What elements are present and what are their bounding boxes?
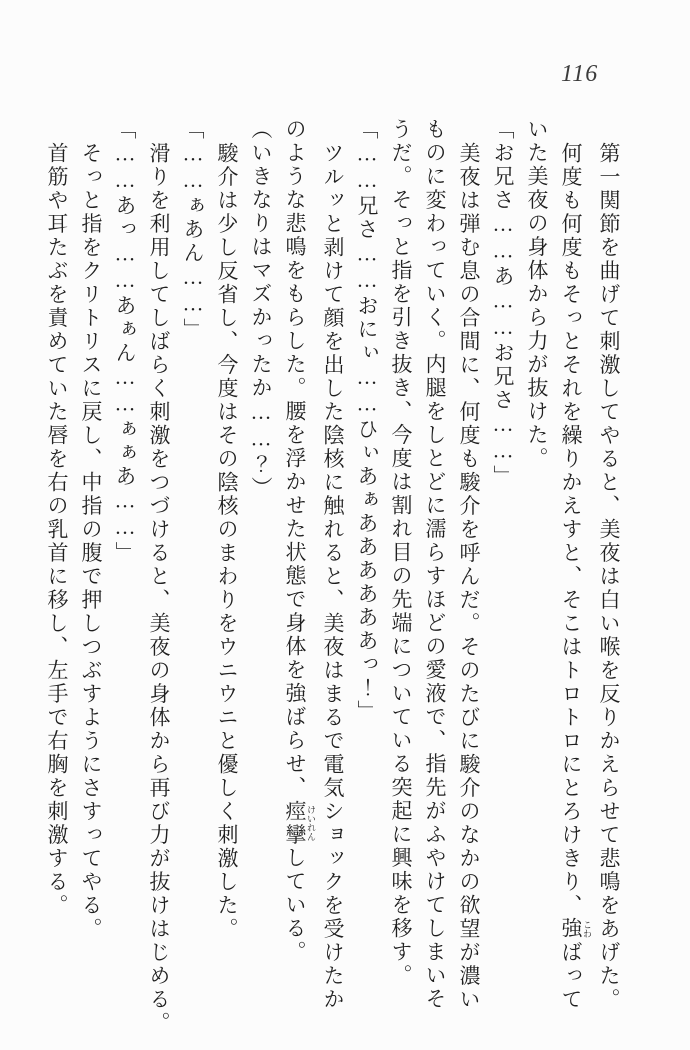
- furigana-ruby: 痙攣 けいれん: [283, 799, 316, 847]
- text-line: （いきなりはマズかったか……？）: [249, 118, 273, 500]
- page-number: 116: [561, 61, 599, 87]
- text-line: そっと指をクリトリスに戻し、中指の腹で押しつぶすようにさすってやる。: [79, 141, 103, 941]
- body-text: [41, 118, 626, 1046]
- text-line: ツルッと剥けて顔を出した陰核に触れると、美夜はまるで電気ショックを受けたか: [321, 141, 345, 1011]
- text-line: 第一関節を曲げて刺激してやると、美夜は白い喉を反りかえらせて悲鳴をあげた。: [597, 141, 621, 1011]
- text-line: ものに変わっていく。内腿をしとどに濡らすほどの愛液で、指先がふやけてしまいそ: [423, 118, 447, 1011]
- text-line: 「……あっ……あぁん……ぁぁあ……」: [113, 118, 137, 565]
- text-line: のような悲鳴をもらした。腰を浮かせた状態で身体を強ばらせ、痙攣 けいれんしている。: [283, 118, 316, 964]
- text-line: 美夜は弾む息の合間に、何度も駿介を呼んだ。そのたびに駿介のなかの欲望が濃い: [457, 141, 481, 1011]
- text-line: 「……ぁあん……」: [181, 118, 205, 342]
- text-line: 「……兄さ……おにぃ……ひぃあぁああああああっ！」: [355, 118, 379, 724]
- text-line: いた美夜の身体から力が抜けた。: [525, 118, 549, 471]
- text-line: 首筋や耳たぶを責めていた唇を右の乳首に移し、左手で右胸を刺激する。: [45, 141, 69, 917]
- text-line: 何度も何度もそっとそれを繰りかえすと、そこはトロトロにとろけきり、強 こわばって: [559, 141, 592, 1011]
- text-line: うだ。そっと指を引き抜き、今度は割れ目の先端についている突起に興味を移す。: [389, 118, 413, 988]
- text-line: 滑りを利用してしばらく刺激をつづけると、美夜の身体から再び力が抜けはじめる。: [147, 141, 171, 1035]
- furigana-ruby: 強 こわ: [559, 917, 592, 941]
- text-line: 「お兄さ……あ……お兄さ……」: [491, 118, 515, 489]
- text-line: 駿介は少し反省し、今度はその陰核のまわりをウニウニと優しく刺激した。: [215, 141, 239, 941]
